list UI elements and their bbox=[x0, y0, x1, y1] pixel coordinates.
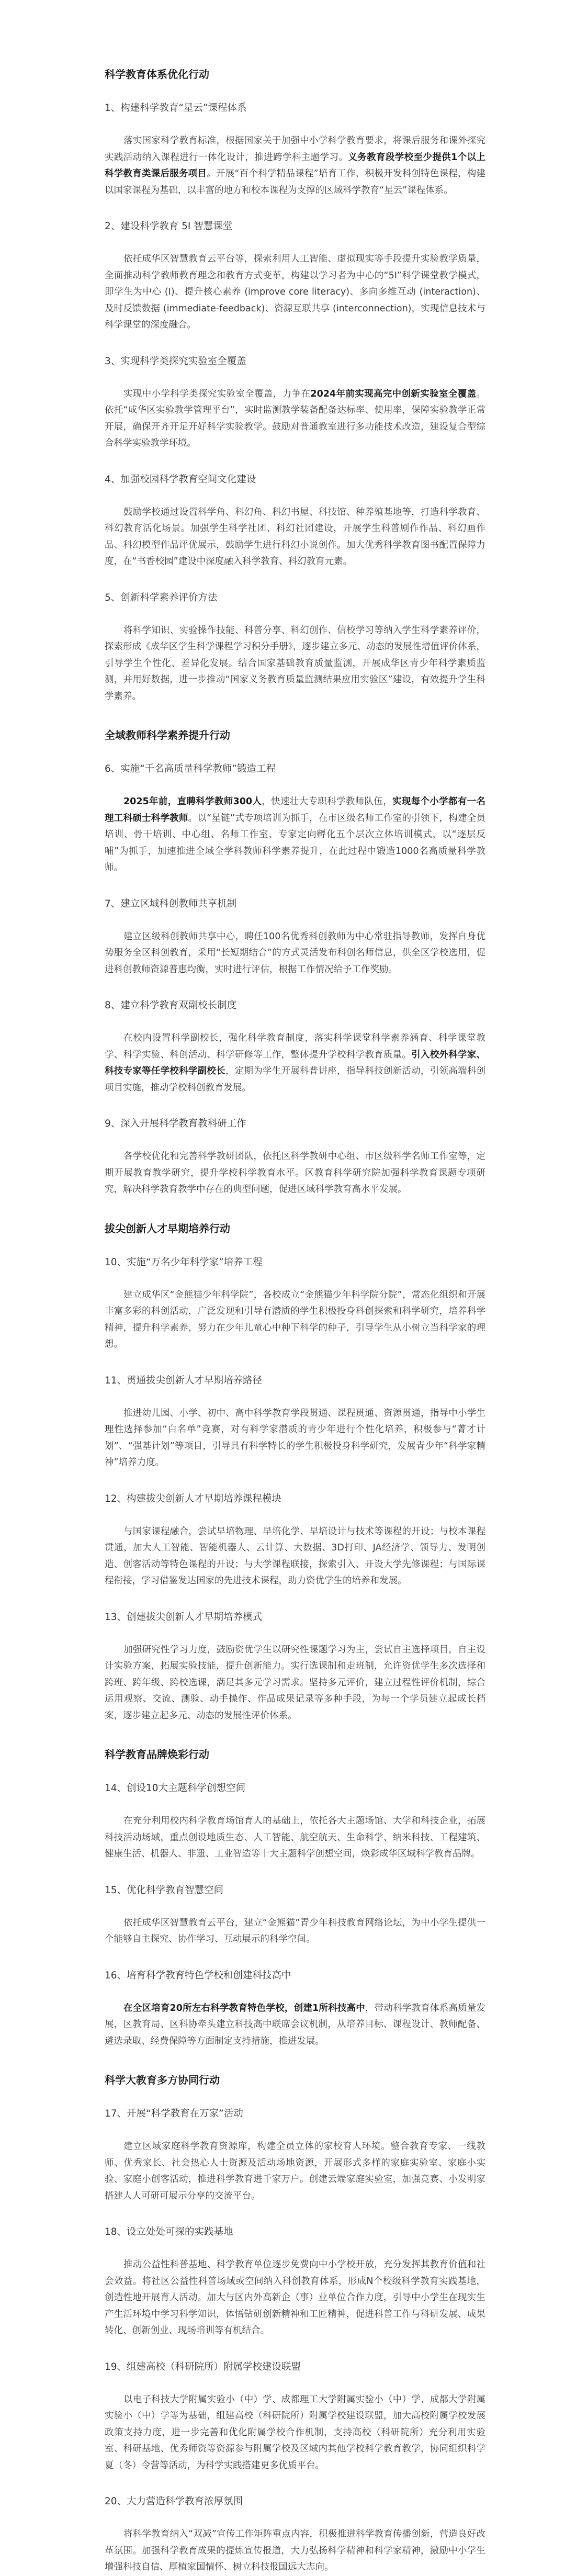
section-title: 拔尖创新人才早期培养行动 bbox=[105, 1222, 230, 1235]
item-paragraph bbox=[105, 251, 485, 334]
body-text: 加强研究性学习力度，鼓励资优学生以研究性课题学习为主，尝试自主选择项目，自主设计实验方案，拓展实验技能，提升创新能力。实行选课制和走班制，允许资优学生多次选择和跨班、跨年级、跨校选课，满足其多元学习需求。坚持多元评价，建立过程性评价机制，综合运用观察、交流、测验、动手操作、作品成果记录等多种手段，为每一个学员建立起成长档案，逐步建立起多元、动态的发展性评价体系。 bbox=[105, 1644, 485, 1721]
item-paragraph bbox=[105, 504, 485, 570]
body-text: 落实国家科学教育标准，根据国家关于加强中小学科学教育要求，将课后服务和课外探究实践活动纳入课程进行一体化设计，推进跨学科主题学习。 bbox=[105, 136, 485, 163]
body-text: 鼓励学校通过设置科学角、科幻角、科幻书屋、科技馆、种养殖基地等，打造科学教育、科幻教育活化场景。加强学生科学社团、科幻社团建设，开展学生科普剧作作品、科幻画作品、科幻模型作品评优展示，鼓励学生进行科幻小说创作。加大优秀科学教育图书配置保障力度，在“书香校园”建设中深度融入科学教育、科幻教育元素。 bbox=[105, 507, 485, 567]
body-text: 以电子科技大学附属实验小（中）学、成都理工大学附属实验小（中）学、成都大学附属实验小（中）学等为基础，组建高校（科研院所）附属学校建设联盟，加大高校附属学校发展政策支持力度，进一步完善和优化附属学校合作机制，支持高校（科研院所）充分利用实验室、科研基地、优秀师资等资源参与附属学校及区域内其他学校科学教育教学，协同组织科学夏（冬）令营等活动，为科学实践搭建更多优质平台。 bbox=[105, 2394, 485, 2471]
document-title: 科学教育体系优化行动 bbox=[105, 68, 209, 81]
emphasis-text: 2025年前，直聘科学教师300人 bbox=[123, 796, 262, 807]
item-heading: 2、建设科学教育 5I 智慧课堂 bbox=[105, 221, 233, 232]
body-text: 建立区域家庭科学教育资源库，构建全员立体的家校育人环境。整合教育专家、一线教师、优秀家长、社会热心人士资源及活动场地资源，开展形式多样的家庭实验室、家庭小实验、家庭小创客活动，推进科学教育进千家万户。创建云端家庭实验室，加强竞赛、小发明家搭建人人可研可展示分享的交流平台。 bbox=[105, 2141, 485, 2201]
item-heading: 8、建立科学教育双副校长制度 bbox=[105, 1000, 237, 1011]
item-paragraph bbox=[105, 1524, 485, 1590]
item-heading: 1、构建科学教育“星云”课程体系 bbox=[105, 103, 247, 114]
body-text: 将科学教育纳入“双减”宣传工作矩阵重点内容，积极推进科学教育传播创新，营造良好改革氛围。加强科学教育成果的提炼宣传报道，大力弘扬科学精神和科学家精神，激励中小学生增强科技自信、厚植家国情怀、树立科技报国远大志向。 bbox=[105, 2529, 485, 2572]
item-paragraph bbox=[105, 2139, 485, 2204]
body-text: 推进幼儿园、小学、初中、高中科学教育学段贯通、课程贯通、资源贯通，指导中小学生理性选择参加“白名单”竞赛，对有科学家潜质的青少年进行个性化培养，积极参与“菁才计划”、“强基计划”等项目，引导具有科学特长的学生积极投身科学研究，发展青少年“科学家精神”培养力度。 bbox=[105, 1408, 485, 1468]
section-title: 科学大教育多方协同行动 bbox=[105, 2074, 220, 2086]
item-paragraph bbox=[105, 623, 485, 705]
item-paragraph bbox=[105, 1030, 485, 1096]
item-heading: 18、设立处处可探的实践基地 bbox=[105, 2226, 233, 2237]
item-heading: 7、建立区域科创教师共享机制 bbox=[105, 898, 237, 909]
item-paragraph bbox=[105, 1405, 485, 1471]
item-heading: 19、组建高校（科研院所）附属学校建设联盟 bbox=[105, 2361, 301, 2372]
item-heading: 5、创新科学素养评价方法 bbox=[105, 592, 218, 603]
emphasis-text: 实现每个小学都有一名理工科硕士科学教师 bbox=[105, 796, 485, 824]
item-paragraph bbox=[105, 133, 485, 199]
item-heading: 14、创设10大主题科学创想空间 bbox=[105, 1783, 246, 1794]
section-title: 全域教师科学素养提升行动 bbox=[105, 729, 230, 741]
item-heading: 3、实现科学类探究实验室全覆盖 bbox=[105, 355, 246, 367]
item-heading: 15、优化科学教育智慧空间 bbox=[105, 1884, 224, 1896]
body-text: 推动公益性科普基地、科学教育单位逐步免费向中小学校开放，充分发挥其教育价值和社会效益。将社区公益性科普场域或空间纳入科创教育体系，形成N个校级科学教育实践基地，创造性地开展育人活动。加大与区内外高新企（事）业单位合作力度，引导中小学生在现实生产生活环境中学习科学知识，体悟钻研创新精神和工匠精神，促进科普工作与科研发展、成果转化、创新创业、现场培训等有机结合。 bbox=[105, 2259, 485, 2336]
body-text: 依托成华区智慧教育云平台等，探索利用人工智能、虚拟现实等手段提升实验教学质量，全面推动科学教师教育理念和教育方式变革，构建以学习者为中心的“5I”科学课堂教学模式，即学生为中心 (I)、提升核心素养 (improve core literacy)、多向多维互动 (interaction)、及时反馈数据 (immediate-feedback)、资源互联共享 (interconnection)，实现信息技术与科学课堂的深度融合。 bbox=[105, 254, 485, 330]
body-text: 。开展“百个科学精品课程”培育工作，积极开发科创特色课程，构建以国家课程为基础，以丰富的地方和校本课程为支撑的区域科学教育“星云”课程体系。 bbox=[105, 168, 486, 196]
item-paragraph bbox=[105, 2257, 485, 2339]
section-title: 科学教育品牌焕彩行动 bbox=[105, 1748, 209, 1761]
item-paragraph bbox=[105, 2000, 485, 2050]
item-heading: 4、加强校园科学教育空间文化建设 bbox=[105, 474, 256, 485]
emphasis-text: 2024年前实现高完中创新实验室全覆盖 bbox=[310, 388, 477, 399]
body-text: ，带动科学教育体系高质量发展，区教育局、区科协牵头建立科技高中联席会议机制，从培养目标、课程设计、教师配备、遴选录取、经费保障等方面制定支持措施，推进发展。 bbox=[105, 2003, 485, 2046]
body-text: ，快速壮大专职科学教师队伍， bbox=[262, 796, 392, 807]
item-heading: 16、培育科学教育特色学校和创建科技高中 bbox=[105, 1970, 291, 1981]
item-paragraph bbox=[105, 1813, 485, 1863]
item-paragraph bbox=[105, 929, 485, 978]
emphasis-text: 在全区培育20所左右科学教育特色学校，创建1所科技高中 bbox=[123, 2003, 365, 2013]
body-text: 建立成华区“金熊猫少年科学院”，各校成立“金熊猫少年科学院分院”，常态化组织和开展丰富多彩的科创活动，广泛发现和引导有潜质的学生积极投身科创探索和科学研究，培养科学精神，提升科学素养，努力在少年儿童心中种下科学的种子，引导学生从小树立当科学家的理想。 bbox=[105, 1289, 485, 1349]
body-text: 。依托“成华区实验教学管理平台”，实时监测教学装备配备达标率、使用率，保障实验教学正常开展，确保开齐开足开好科学实验教学。鼓励对普通教室进行多功能技术改造，建设复合型综合科学实验教学环境。 bbox=[105, 388, 485, 448]
body-text: 在充分利用校内科学教育场馆育人的基础上，依托各大主题场馆、大学和科技企业，拓展科技活动场域，重点创设地质生态、人工智能、航空航天、生命科学、纳米科技、工程建筑、健康生活、机器人、非遗、工业智造等十大主题科学创想空间，焕彩成华区域科学教育品牌。 bbox=[105, 1816, 485, 1859]
item-paragraph bbox=[105, 2392, 485, 2474]
item-paragraph bbox=[105, 1287, 485, 1353]
body-text: 。以“星链”式专项培训为抓手，在市区级名师工作室的引领下，构建全员培训、骨干培训、中心组、名师工作室、专家定向孵化五个层次立体培训模式，以“逐层反哺”为抓手，加速推进全域全学科教师科学素养提升，在此过程中锻造1000名高质量科学教师。 bbox=[105, 813, 485, 873]
item-heading: 13、创建拔尖创新人才早期培养模式 bbox=[105, 1611, 263, 1623]
item-paragraph bbox=[105, 2526, 485, 2576]
item-heading: 17、开展“科学教育在万家”活动 bbox=[105, 2108, 243, 2119]
item-heading: 12、构建拔尖创新人才早期培养课程模块 bbox=[105, 1493, 282, 1504]
body-text: 依托成华区智慧教育云平台，建立“金熊猫”青少年科技教育网络论坛，为中小学生提供一个能够自主探究、协作学习、互动展示的科学空间。 bbox=[105, 1917, 485, 1944]
item-heading: 20、大力营造科学教育浓厚氛围 bbox=[105, 2496, 243, 2507]
item-paragraph bbox=[105, 1642, 485, 1725]
item-heading: 10、实施“万名少年科学家”培养工程 bbox=[105, 1256, 263, 1268]
body-text: 在校内设置科学副校长，强化科学教育制度，落实科学课堂科学素养涵育、科学课堂教学、科学实验、科创活动、科学研修等工作，整体提升学校科学教育质量。 bbox=[105, 1033, 485, 1060]
body-text: 将科学知识、实验操作技能、科普分享、科幻创作、信校学习等纳入学生科学素养评价，探索形成《成华区学生科学课程学习积分手册》，逐步建立多元、动态的发展性增值评价体系，引导学生个性化、差异化发展。结合国家基础教育质量监测，开展成华区青少年科学素质监测，并用好数据，进一步推动“国家义务教育质量监测结果应用实验区”建设，有效提升学生科学素养。 bbox=[105, 625, 485, 702]
emphasis-text: 引入校外科学家、科技专家等任学校科学副校长 bbox=[105, 1049, 486, 1076]
body-text: 实现中小学科学类探究实验室全覆盖，力争在 bbox=[123, 388, 311, 399]
item-heading: 9、深入开展科学教育教科研工作 bbox=[105, 1118, 246, 1129]
item-heading: 11、贯通拔尖创新人才早期培养路径 bbox=[105, 1375, 263, 1386]
item-paragraph bbox=[105, 1915, 485, 1948]
body-text: 各学校优化和完善科学教研团队，依托区科学教研中心组、市区级科学名师工作室等，定期开展教育教学研究，提升学校科学教育水平。区教育科学研究院加强科学教育课题专项研究，解决科学教育教学中存在的典型问题，促进区域科学教育高水平发展。 bbox=[105, 1151, 485, 1195]
emphasis-text: 义务教育段学校至少提供1个以上科学教育类课后服务项目 bbox=[105, 152, 485, 179]
item-paragraph bbox=[105, 1149, 485, 1198]
item-paragraph bbox=[105, 386, 485, 452]
body-text: 与国家课程融合，尝试早培物理、早培化学、早培设计与技术等课程的开设；与校本课程贯通，加大人工智能、智能机器人、云计算、大数据、3D打印、JA经济学、领导力、发明创造、创客活动等特色课程的开设；与大学课程联接，探索引入、开设大学先修课程；与国际课程衔接，学习借鉴发达国家的先进技术课程，助力资优学生的培养和发展。 bbox=[105, 1526, 485, 1586]
item-heading: 6、实施“千名高质量科学教师”锻造工程 bbox=[105, 763, 276, 774]
body-text: 建立区级科创教师共享中心，聘任100名优秀科创教师为中心常驻指导教师，发挥自身优势服务全区科创教育，采用“长短期结合”的方式灵活发布科创名师信息，供全区学校选用，促进科创教师资源普惠均衡，实时进行评估，根据工作情况给予工作奖励。 bbox=[105, 931, 485, 975]
body-text: ，定期为学生开展科普讲座，指导科技创新活动，引领高端科创项目实施，推动学校科创教育发展。 bbox=[105, 1066, 486, 1093]
item-paragraph bbox=[105, 794, 485, 876]
